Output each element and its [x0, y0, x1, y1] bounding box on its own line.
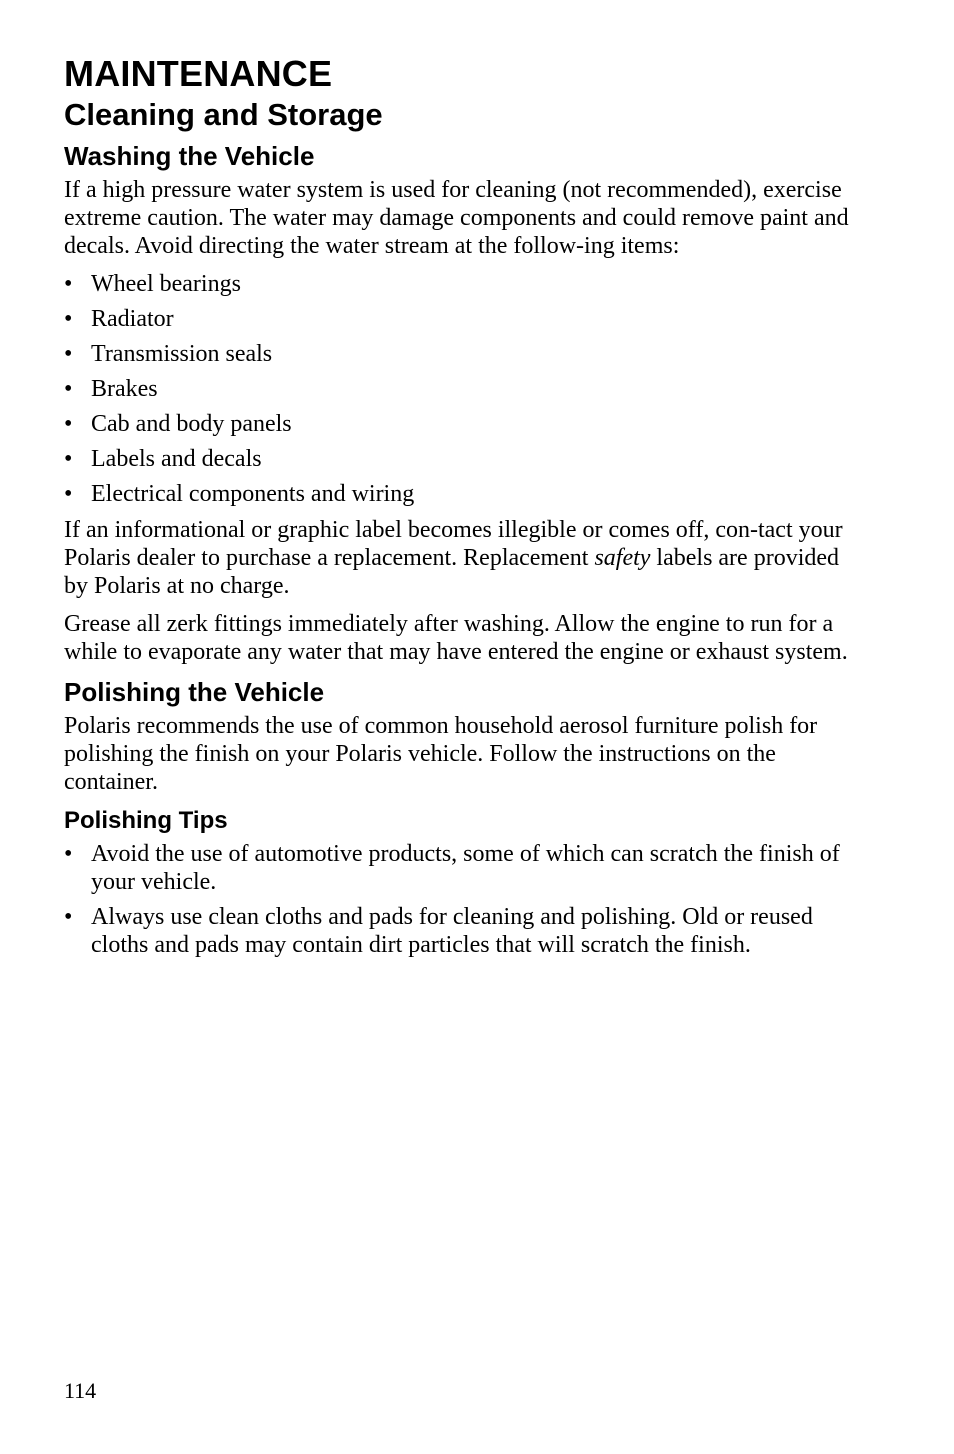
- grease-paragraph: Grease all zerk fittings immediately after washing. Allow the engine to run for a while to evaporate any water that may have entered the engine or exhaust system.: [64, 611, 848, 665]
- bullet-icon: •: [64, 904, 73, 930]
- polishing-heading: Polishing the Vehicle: [64, 677, 325, 707]
- bullet-icon: •: [64, 446, 73, 472]
- label-para-text-before: If an informational or graphic label becomes illegible or comes off, con-tact your Polaris dealer to purchase a replacement. Replacement: [64, 517, 843, 571]
- list-item: [64, 340, 864, 368]
- list-item-text: Cab and body panels: [91, 411, 292, 437]
- chapter-title: MAINTENANCE: [64, 53, 333, 94]
- bullet-icon: •: [64, 376, 73, 402]
- label-para-text-after: labels are provided by Polaris at no charge.: [64, 545, 840, 599]
- list-item-text: Radiator: [91, 306, 174, 332]
- polishing-tips-heading: Polishing Tips: [64, 807, 228, 834]
- bullet-icon: •: [64, 841, 73, 867]
- bullet-icon: •: [64, 341, 73, 367]
- list-item: [64, 375, 864, 403]
- list-item-text: Brakes: [91, 376, 158, 402]
- list-item-text: Transmission seals: [91, 341, 273, 367]
- label-para-italic: safety: [594, 545, 651, 571]
- list-item-text: Avoid the use of automotive products, some of which can scratch the finish of your vehicle.: [91, 841, 840, 895]
- bullet-icon: •: [64, 481, 73, 507]
- list-item: [64, 903, 864, 959]
- page-content: [64, 52, 864, 967]
- list-item-text: Wheel bearings: [91, 271, 241, 297]
- list-item: [64, 480, 864, 508]
- list-item-text: Electrical components and wiring: [91, 481, 415, 507]
- list-item-text: Always use clean cloths and pads for cleaning and polishing. Old or reused cloths and pads may contain dirt particles that will scratch the finish.: [91, 904, 813, 958]
- polishing-tips-list: [64, 840, 864, 959]
- page-number: 114: [64, 1378, 97, 1403]
- list-item: [64, 445, 864, 473]
- bullet-icon: •: [64, 306, 73, 332]
- list-item: [64, 305, 864, 333]
- list-item-text: Labels and decals: [91, 446, 262, 472]
- list-item: [64, 410, 864, 438]
- label-replacement-paragraph: [64, 516, 864, 600]
- section-title: Cleaning and Storage: [64, 97, 383, 132]
- washing-avoid-list: [64, 270, 864, 508]
- washing-heading: Washing the Vehicle: [64, 141, 315, 171]
- bullet-icon: •: [64, 271, 73, 297]
- list-item: [64, 270, 864, 298]
- washing-intro: If a high pressure water system is used for cleaning (not recommended), exercise extreme caution. The water may damage components and could remove paint and decals. Avoid directing the water stream at the follow-ing items:: [64, 177, 849, 259]
- polishing-intro: Polaris recommends the use of common household aerosol furniture polish for polishing the finish on your Polaris vehicle. Follow the instructions on the container.: [64, 713, 818, 795]
- bullet-icon: •: [64, 411, 73, 437]
- list-item: [64, 840, 864, 896]
